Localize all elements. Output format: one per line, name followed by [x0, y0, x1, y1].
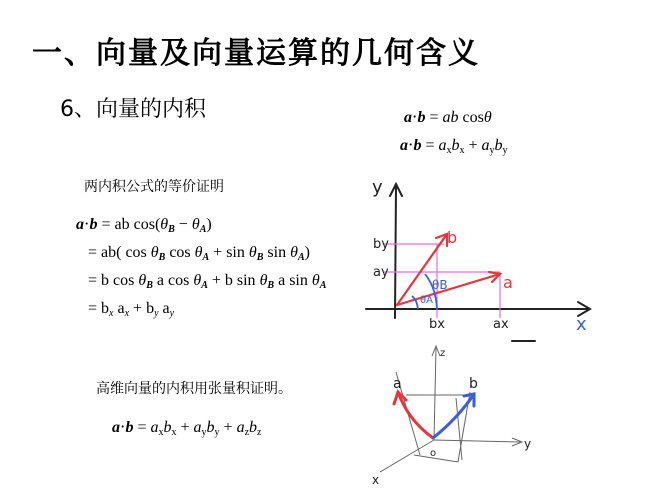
note-tensor-proof: 高维向量的内积用张量积证明。 — [96, 381, 292, 397]
guide-5 — [456, 398, 462, 460]
z-axis — [434, 348, 436, 440]
proof-line-1: a⋅b = ab $\cos(\theta_B - \theta_A)$ — [76, 216, 212, 235]
proof-line-3: = b $\cos \theta_B$ a $\cos \theta_A + b$ $\sin \theta_B$ a $\sin \theta_A$ — [88, 272, 327, 291]
label-3d-z: z — [440, 348, 446, 359]
vector-3d-b — [433, 394, 474, 438]
x-axis-3d — [380, 440, 437, 472]
label-ay: ay — [373, 265, 389, 280]
label-3d-b: b — [469, 376, 478, 392]
slide-title: 一、向量及向量运算的几何含义 — [32, 36, 480, 71]
label-x: x — [576, 314, 587, 335]
note-2d-proof: 两内积公式的等价证明 — [84, 179, 224, 195]
label-3d-y: y — [524, 437, 532, 451]
formula-dot-cos: a⋅b = ab cosθ — [404, 109, 492, 126]
label-by: by — [373, 237, 389, 252]
proof-line-4: = $b_x$ $a_x + b_y$ $a_y$ — [88, 300, 175, 319]
label-3d-origin: o — [430, 448, 437, 459]
formula-3d-components: $a\cdot b = a_xb_x + a_yb_y + a_zb_z$ — [112, 419, 262, 438]
label-vec-a: a — [503, 273, 513, 292]
label-ax: ax — [493, 317, 509, 332]
label-theta-a: θA — [420, 295, 433, 306]
section-subtitle: 6、向量的内积 — [60, 97, 206, 122]
label-bx: bx — [429, 317, 445, 332]
label-vec-b: b — [447, 228, 458, 247]
label-y: y — [372, 177, 383, 198]
label-3d-x: x — [372, 473, 380, 487]
label-theta-b: θB — [432, 278, 448, 292]
proof-line-2: = ab( $\cos \theta_B$ $\cos \theta_A + \sin \theta_B$ $\sin \theta_A$) — [88, 244, 310, 263]
label-3d-a: a — [393, 376, 402, 392]
formula-dot-components: $a\cdot b = a_xb_x + a_yb_y$ — [400, 137, 508, 156]
y-axis-3d — [434, 440, 520, 442]
